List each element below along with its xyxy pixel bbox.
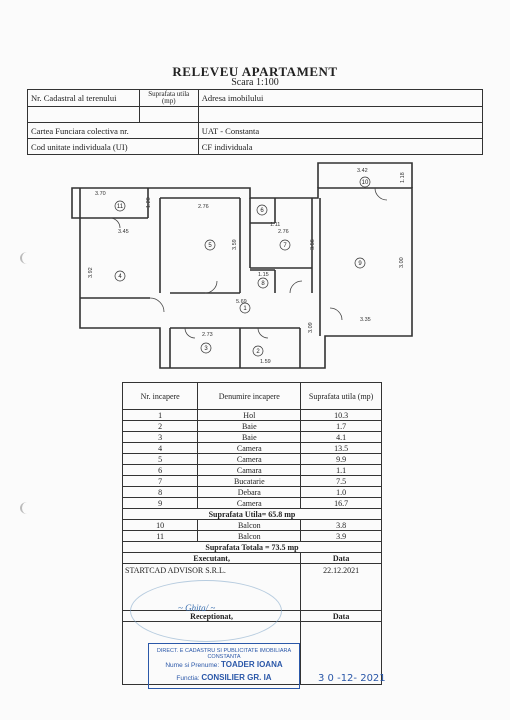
executant-date: 22.12.2021 xyxy=(301,564,382,611)
receptionat-label: Receptionat, xyxy=(123,611,301,622)
svg-text:1: 1 xyxy=(243,306,247,312)
table-row: 10 Balcon 3.8 xyxy=(123,520,382,531)
room-marker-4 xyxy=(115,271,125,281)
stamp-name-label: Nume si Prenume: xyxy=(165,662,220,669)
empty-cell xyxy=(139,107,198,123)
room-marker-10 xyxy=(360,177,370,187)
useful-total: Suprafata Utila= 65.8 mp xyxy=(123,509,382,520)
room-marker-3 xyxy=(201,343,211,353)
cadastral-label: Nr. Cadastral al terenului xyxy=(28,90,140,107)
dim-text: 3.92 xyxy=(88,267,94,278)
ui-label: Cod unitate individuala (UI) xyxy=(28,139,199,155)
dim-text: 1.20 xyxy=(146,197,152,208)
svg-text:3: 3 xyxy=(204,346,208,352)
svg-text:9: 9 xyxy=(358,261,362,267)
room-marker-7 xyxy=(280,240,290,250)
room-marker-5 xyxy=(205,240,215,250)
svg-text:10: 10 xyxy=(361,180,369,186)
room-marker-9 xyxy=(355,258,365,268)
rooms-table xyxy=(122,382,382,685)
grand-total: Suprafata Totala = 73.5 mp xyxy=(123,542,382,553)
table-row: 3 Baie 4.1 xyxy=(123,432,382,443)
table-row: 6 Camara 1.1 xyxy=(123,465,382,476)
room-marker-6 xyxy=(257,205,267,215)
table-row: 9 Camera 16.7 xyxy=(123,498,382,509)
empty-cell xyxy=(28,107,140,123)
executant-name: STARTCAD ADVISOR S.R.L. xyxy=(123,564,301,611)
date-label: Data xyxy=(301,553,382,564)
date-label-2: Data xyxy=(301,611,382,622)
floor-plan xyxy=(0,158,510,378)
punch-hole xyxy=(20,502,34,514)
dim-text: 3.70 xyxy=(95,191,106,197)
dim-text: 2.73 xyxy=(202,332,213,338)
table-row: 11 Balcon 3.9 xyxy=(123,531,382,542)
col-header: Nr. incapere xyxy=(123,383,198,410)
executant-label: Executant, xyxy=(123,553,301,564)
svg-text:6: 6 xyxy=(260,208,264,214)
dim-text: 3.56 xyxy=(310,239,316,250)
dim-text: 3.59 xyxy=(232,239,238,250)
room-marker-2 xyxy=(253,346,263,356)
stamp-line1: DIRECT. E CADASTRU SI PUBLICITATE IMOBILIARA CONSTANTA xyxy=(156,648,292,660)
table-row: 1 Hol 10.3 xyxy=(123,410,382,421)
table-row: 5 Camera 9.9 xyxy=(123,454,382,465)
dim-text: 2.76 xyxy=(198,204,209,210)
stamp-func-row xyxy=(149,673,299,682)
svg-text:5: 5 xyxy=(208,243,212,249)
col-header: Suprafata utila (mp) xyxy=(301,383,382,410)
dim-text: 3.35 xyxy=(360,317,371,323)
header-table xyxy=(27,89,483,155)
stamp-name-row xyxy=(149,660,299,669)
dim-text: 1.11 xyxy=(270,222,281,228)
address-label: Adresa imobilului xyxy=(198,90,482,107)
stamp-func-value: CONSILIER GR. IA xyxy=(201,673,272,682)
dim-text: 3.45 xyxy=(118,229,129,235)
table-row: 2 Baie 1.7 xyxy=(123,421,382,432)
svg-text:7: 7 xyxy=(283,243,287,249)
stamp-name-value: TOADER IOANA xyxy=(221,660,283,669)
col-header: Denumire incapere xyxy=(198,383,301,410)
ocpi-stamp xyxy=(148,643,300,689)
svg-text:2: 2 xyxy=(256,349,260,355)
dim-text: 3.42 xyxy=(357,168,368,174)
dim-text: 2.76 xyxy=(278,229,289,235)
empty-cell xyxy=(198,107,482,123)
room-marker-11 xyxy=(115,201,125,211)
stamp-func-label: Functia: xyxy=(176,675,200,682)
document-title: RELEVEU APARTAMENT xyxy=(172,64,338,79)
table-row: 8 Debara 1.0 xyxy=(123,487,382,498)
room-marker-8 xyxy=(258,278,268,288)
scale-label: Scara 1:100 xyxy=(231,77,279,88)
dim-text: 1.18 xyxy=(400,172,406,183)
uat-value: UAT - Constanta xyxy=(198,123,482,139)
table-row: 7 Bucatarie 7.5 xyxy=(123,476,382,487)
dim-text: 1.59 xyxy=(260,359,271,365)
cf-label: Cartea Funciara colectiva nr. xyxy=(28,123,199,139)
dim-text: 3.09 xyxy=(308,322,314,333)
stamp-date: 3 0 -12- 2021 xyxy=(318,673,386,684)
table-row: 4 Camera 13.5 xyxy=(123,443,382,454)
dim-text: 3.00 xyxy=(399,257,405,268)
area-label: Suprafata utila (mp) xyxy=(139,90,198,107)
dim-text: 1.15 xyxy=(258,272,269,278)
svg-text:4: 4 xyxy=(118,274,122,280)
svg-text:8: 8 xyxy=(261,281,265,287)
signature: ~ Ghita/ ~ xyxy=(178,603,216,613)
cf-value: CF individuala xyxy=(198,139,482,155)
svg-text:11: 11 xyxy=(116,204,124,210)
dim-text: 5.69 xyxy=(236,299,247,305)
